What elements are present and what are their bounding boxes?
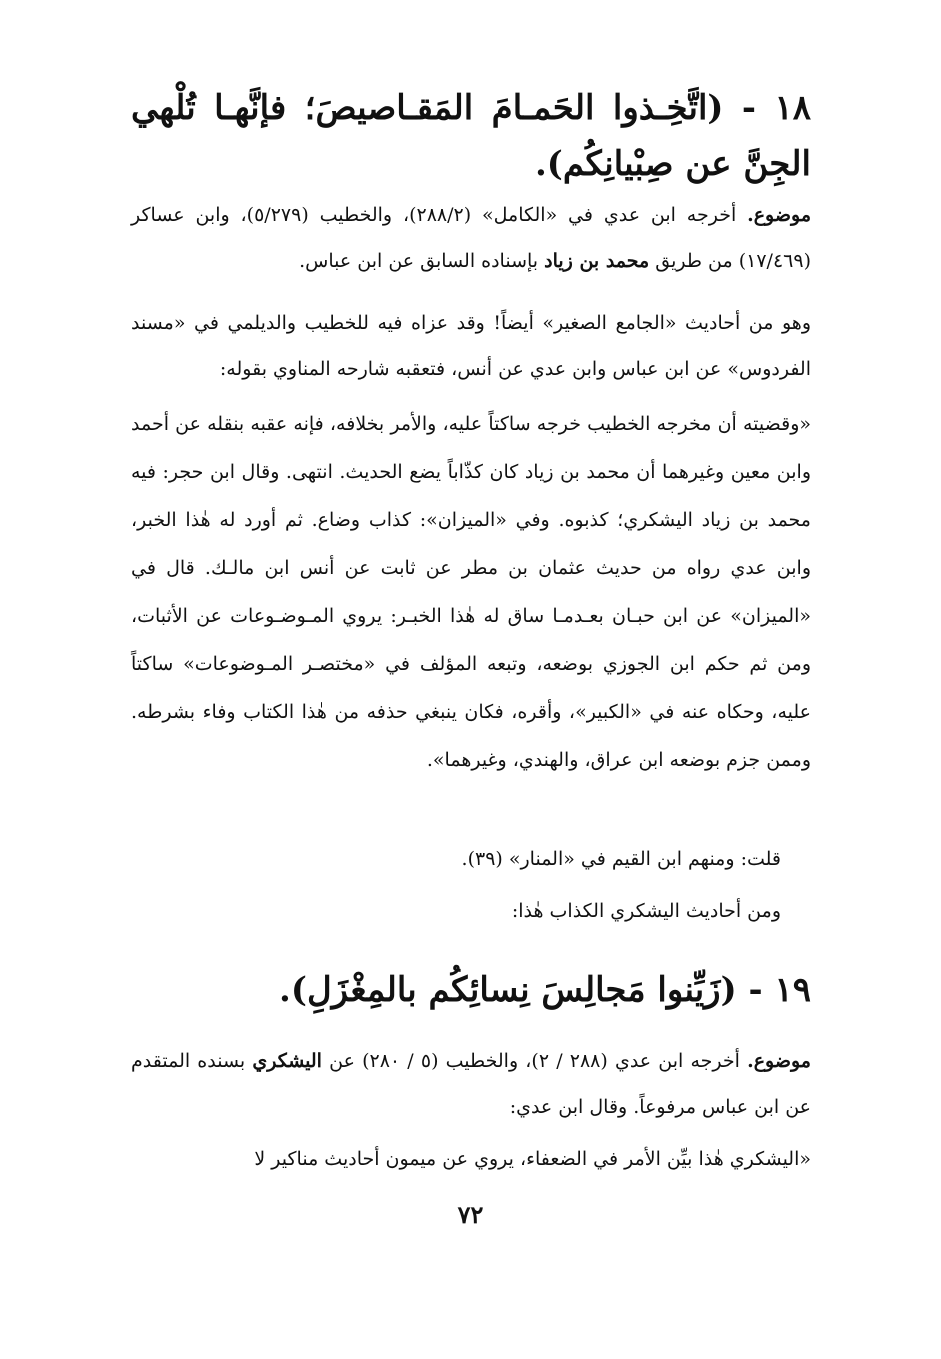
- page-number: ٧٢: [457, 1200, 484, 1229]
- hadith-19-takhrij-part-b: بسنده المتقدم عن ابن عباس مرفوعاً. وقال ابن عدي:: [131, 1050, 811, 1118]
- hadith-18-narrator: محمد بن زياد: [544, 250, 650, 272]
- hadith-19-takhrij: [131, 1038, 811, 1130]
- hadith-18-transition: ومن أحاديث اليشكري الكذاب هٰذا:: [511, 900, 781, 922]
- hadith-18-takhrij-part-b: بإسناده السابق عن ابن عباس.: [299, 250, 545, 272]
- hadith-19-heading: ١٩ - (زَيِّنوا مَجالِسَ نِسائِكُم بالمِغْزَلِ).: [279, 970, 811, 1010]
- hadith-18-jami-note: وهو من أحاديث «الجامع الصغير» أيضاً! وقد عزاه فيه للخطيب والديلمي في «مسند الفردوس» عن ابن عباس وابن عدي عن أنس، فتعقبه شارحه المناوي بقوله:: [131, 312, 811, 380]
- hadith-19-grading: موضوع.: [747, 1050, 811, 1072]
- hadith-19-takhrij-part-a: أخرجه ابن عدي (٢٨٨ / ٢)، والخطيب (٥ / ٢٨٠) عن: [321, 1050, 748, 1072]
- hadith-18-takhrij: [131, 192, 811, 284]
- hadith-18-grading: موضوع.: [747, 204, 812, 226]
- hadith-18-munawi-quote: «وقضيته أن مخرجه الخطيب خرجه ساكتاً عليه، والأمر بخلافه، فإنه عقبه بنقله عن أحمد وابن معين وغيرهما أن محمد بن زياد كان كذّاباً يضع الحديث. انتهى. وقال ابن حجر: فيه محمد بن زياد اليشكري؛ كذبوه. وفي «الميزان»: كذاب وضاع. ثم أورد له هٰذا الخبر، وابن عدي رواه من حديث عثمان بن مطر عن ثابت عن أنس ابن مالـك. قال في «الميزان» عن ابن حبـان بعـدمـا ساق له هٰذا الخبـر: يروي المـوضـوعات عن الأثبات، ومن ثم حكم ابن الجوزي بوضعه، وتبعه المؤلف في «مختصـر المـوضوعات» ساكتاً عليه، وحكاه عنه في «الكبير»، وأقره، فكان ينبغي حذفه من هٰذا الكتاب وفاء بشرطه. وممن جزم بوضعه ابن عراق، والهندي، وغيرهما».: [131, 413, 811, 771]
- hadith-18-takhrij-part-a: أخرجه ابن عدي في «الكامل» (٢٨٨/٢)، والخطيب (٥/٢٧٩)، وابن عساكر (١٧/٤٦٩) من طريق: [131, 204, 811, 272]
- hadith-18-author-note: قلت: ومنهم ابن القيم في «المنار» (٣٩).: [461, 848, 781, 870]
- hadith-19-ibn-adi-quote: «اليشكري هٰذا بيِّن الأمر في الضعفاء، يروي عن ميمون أحاديث مناكير لا: [254, 1148, 811, 1170]
- hadith-18-heading: ١٨ - (اتَّخِـذوا الحَمـامَ المَقـاصيصَ؛ فإنَّهـا تُلْهي الجِنَّ عن صِبْيانِكُم).: [131, 88, 811, 184]
- hadith-19-narrator: اليشكري: [252, 1050, 322, 1072]
